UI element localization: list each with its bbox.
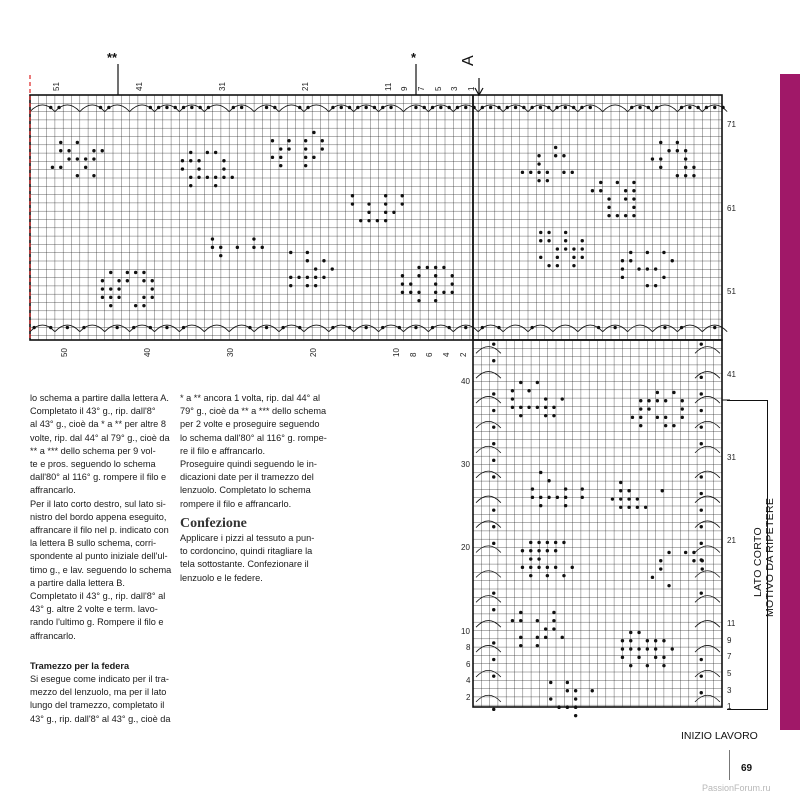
- star-marker: *: [411, 50, 417, 65]
- bottom-number: 30: [226, 348, 235, 357]
- row-number: 30: [461, 460, 470, 469]
- start-label: INIZIO LAVORO: [681, 730, 758, 742]
- row-number: 9: [727, 636, 732, 645]
- row-number: 31: [727, 453, 736, 462]
- bottom-number: 10: [392, 348, 401, 357]
- repeat-label-line1: LATO CORTO: [752, 527, 764, 597]
- row-number: 2: [466, 693, 471, 702]
- row-number: 3: [727, 686, 732, 695]
- row-number: 1: [727, 702, 732, 711]
- paragraph: * a ** ancora 1 volta, rip. dal 44° al 79° g., cioè da ** a *** dello schema per 2 volte e proseguire seguendo lo schema dall'80° al 116° g. rompe- re il filo e affrancarlo. Proseguire quindi seguendo le in- dicazioni date per il tramezzo del lenzuolo. Completato lo schema rompere il filo e affrancarlo.: [180, 393, 327, 509]
- row-number: 71: [727, 120, 736, 129]
- row-number: 6: [466, 660, 471, 669]
- bottom-number: 50: [60, 348, 69, 357]
- row-number: 21: [727, 536, 736, 545]
- row-number: 51: [727, 287, 736, 296]
- accent-side-tab: [780, 74, 800, 730]
- heading: Tramezzo per la federa: [30, 660, 130, 671]
- paragraph: Per il lato corto destro, sul lato si- nistro del bordo appena eseguito, affrancare il filo nel p. indicato con la lettera B sullo schema, corri- spondente al punto iniziale dell'ul- timo g., e lav. seguendo lo schema a partire dalla lettera B. Completato il 43° g., rip. dall'8° al 43° g. altre 2 volte e term. lavo- rando l'ultimo g. Rompere il filo e affrancarlo.: [30, 498, 172, 641]
- bottom-number: 20: [309, 348, 318, 357]
- row-number: 61: [727, 204, 736, 213]
- row-number: 11: [727, 619, 736, 628]
- bottom-number: 6: [425, 352, 434, 357]
- paragraph: lo schema a partire dalla lettera A. Completato il 43° g., rip. dall'8° al 43° g., cioè da * a ** per altre 8 volte, rip. dal 44° al 79° g., cioè da ** a *** dello schema per 9 vol- te e pros. seguendo lo schema dall'80° al 116° g. rompere il filo e affrancarlo.: [30, 393, 170, 496]
- double-star-marker: **: [107, 50, 118, 65]
- top-number: 5: [434, 86, 443, 91]
- top-number: 7: [417, 86, 426, 91]
- top-number: 3: [450, 86, 459, 91]
- top-number: 21: [301, 82, 310, 91]
- bottom-number: 4: [442, 352, 451, 357]
- row-number: 5: [727, 669, 732, 678]
- row-number: 8: [466, 643, 471, 652]
- top-number: 11: [384, 82, 393, 91]
- row-number: 4: [466, 676, 471, 685]
- instructions-column-1: [30, 392, 176, 726]
- page-number: 69: [741, 763, 753, 774]
- top-number: 51: [52, 82, 61, 91]
- row-number: 40: [461, 377, 470, 386]
- row-number: 7: [727, 652, 732, 661]
- page-divider: [729, 750, 730, 780]
- bottom-number: 2: [459, 352, 468, 357]
- top-number: 41: [135, 82, 144, 91]
- row-number: 20: [461, 543, 470, 552]
- paragraph: Applicare i pizzi al tessuto a pun- to cordoncino, quindi ritagliare la tela sottostante. Confezionare il lenzuolo e le federe.: [180, 533, 315, 583]
- top-number: 9: [400, 86, 409, 91]
- watermark: PassionForum.ru: [702, 783, 771, 793]
- section-title: Confezione: [180, 515, 247, 531]
- instructions-column-2: [180, 392, 328, 585]
- top-number: 1: [467, 86, 476, 91]
- repeat-label-line2: MOTIVO DA RIPETERE: [764, 497, 776, 617]
- paragraph: Si esegue come indicato per il tra- mezzo del lenzuolo, ma per il lato lungo del tramezzo, completato il 43° g., rip. dall'8° al 43° g., cioè da: [30, 674, 171, 724]
- row-number: 10: [461, 627, 470, 636]
- row-number: 41: [727, 370, 736, 379]
- top-number: 31: [218, 82, 227, 91]
- letter-a-marker: A: [460, 55, 477, 66]
- bottom-number: 8: [409, 352, 418, 357]
- bottom-number: 40: [143, 348, 152, 357]
